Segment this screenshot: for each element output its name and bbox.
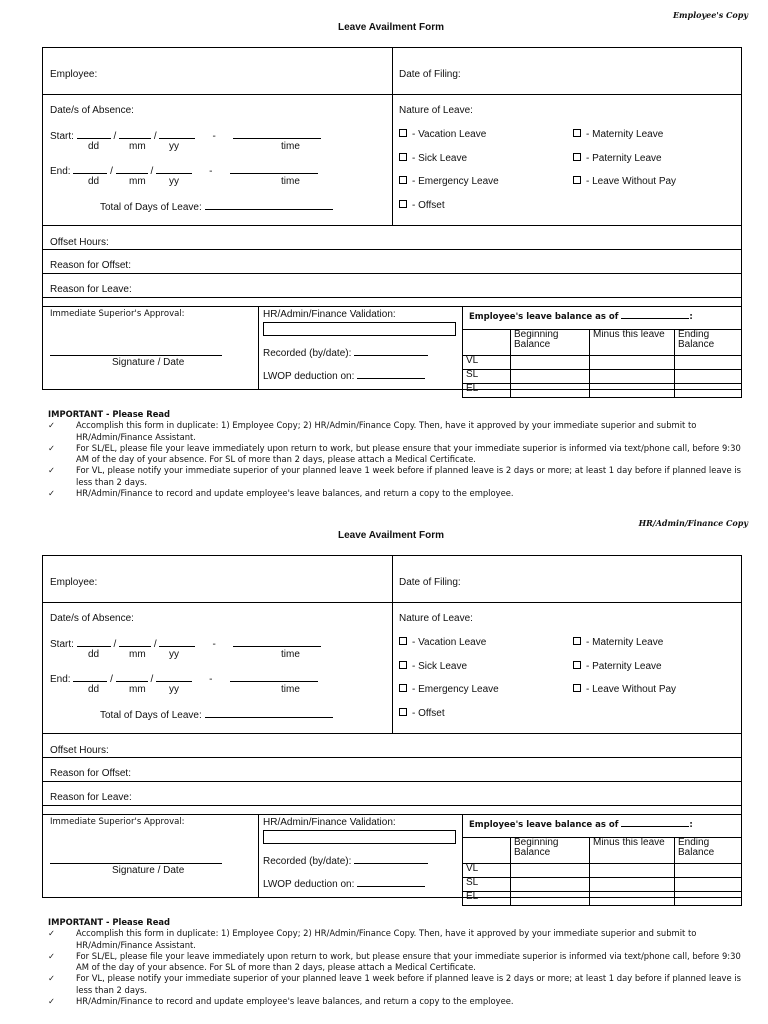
start-row[interactable]: Start: / / - xyxy=(50,129,321,142)
total-days-field[interactable]: Total of Days of Leave: xyxy=(100,708,333,721)
signature-date-label: Signature / Date xyxy=(112,865,185,876)
lwop-field[interactable]: LWOP deduction on: xyxy=(263,369,425,382)
checkbox-icon xyxy=(573,176,581,184)
leave-option-lwop[interactable]: - Leave Without Pay xyxy=(573,684,676,695)
note-item: ✓ For SL/EL, please file your leave immediately upon return to work, but please ensure that your immediate superior is informed via text/phone call, before 9:30 AM of the day of your absence. For SL of more than 2 days, please attach a Medical Certificate. xyxy=(48,442,741,465)
leave-option-paternity[interactable]: - Paternity Leave xyxy=(573,661,662,672)
checkbox-icon xyxy=(399,129,407,137)
checkmark-icon: ✓ xyxy=(48,488,56,499)
balance-header-minus: Minus this leave xyxy=(590,838,675,864)
balance-row-label: EL xyxy=(463,892,511,906)
recorded-field[interactable]: Recorded (by/date): xyxy=(263,854,428,867)
total-days-field[interactable]: Total of Days of Leave: xyxy=(100,200,333,213)
balance-header-ending: Ending Balance xyxy=(675,838,742,864)
leave-option-maternity[interactable]: - Maternity Leave xyxy=(573,637,663,648)
leave-balance-table xyxy=(462,837,742,906)
signature-line[interactable] xyxy=(50,863,222,864)
note-item: ✓ HR/Admin/Finance to record and update employee's leave balances, and return a copy to the employee. xyxy=(48,996,514,1007)
signature-date-label: Signature / Date xyxy=(112,357,185,368)
note-item: ✓ For SL/EL, please file your leave immediately upon return to work, but please ensure that your immediate superior is informed via text/phone call, before 9:30 AM of the day of your absence. For SL of more than 2 days, please attach a Medical Certificate. xyxy=(48,950,741,973)
balance-header-minus: Minus this leave xyxy=(590,330,675,356)
employee-label: Employee: xyxy=(50,69,98,80)
lwop-field[interactable]: LWOP deduction on: xyxy=(263,877,425,890)
reason-offset-field[interactable]: Reason for Offset: xyxy=(50,768,131,779)
balance-header-beginning: Beginning Balance xyxy=(511,330,590,356)
checkmark-icon: ✓ xyxy=(48,928,56,939)
form-title: Leave Availment Form xyxy=(338,22,444,33)
checkbox-icon xyxy=(573,153,581,161)
checkmark-icon: ✓ xyxy=(48,996,56,1007)
checkmark-icon: ✓ xyxy=(48,973,56,984)
dates-of-absence-label: Date/s of Absence: xyxy=(50,105,134,116)
note-item: ✓ For VL, please notify your immediate superior of your planned leave 1 week before if planned leave is 2 days or more; at least 1 day before if planned leave is less than 2 days. xyxy=(48,973,741,995)
note-item: ✓ Accomplish this form in duplicate: 1) Employee Copy; 2) HR/Admin/Finance Copy. Then, have it approved by your immediate superior and submit to HR/Admin/Finance Assistant. xyxy=(48,420,697,442)
checkbox-icon xyxy=(573,637,581,645)
checkbox-icon xyxy=(573,129,581,137)
note-item: ✓ HR/Admin/Finance to record and update employee's leave balances, and return a copy to the employee. xyxy=(48,488,514,499)
leave-option-sick[interactable]: - Sick Leave xyxy=(399,661,467,672)
important-notes xyxy=(48,409,748,499)
checkbox-icon xyxy=(399,708,407,716)
leave-option-sick[interactable]: - Sick Leave xyxy=(399,153,467,164)
copy-label: Employee's Copy xyxy=(672,10,748,20)
checkbox-icon xyxy=(399,637,407,645)
balance-row-label: EL xyxy=(463,384,511,398)
leave-option-vacation[interactable]: - Vacation Leave xyxy=(399,129,486,140)
hr-validation-label: HR/Admin/Finance Validation: xyxy=(263,309,396,320)
leave-balance-label: Employee's leave balance as of : xyxy=(469,817,693,830)
checkmark-icon: ✓ xyxy=(48,950,56,961)
date-of-filing-label: Date of Filing: xyxy=(399,577,461,588)
important-heading: IMPORTANT - Please Read xyxy=(48,409,171,419)
form-frame: Employee: Date of Filing: Date/s of Absence: Start: / / - dd mm yy time End: / / - dd mm yy time Total of Days of Leave: Nature of Leave: - Vacation Leave - Sick Leave - Emergency Leave - Offset - Maternity Leave - Paternity Leave - Leave Without Pay Offset Hours: Reason for Offset: Reason for Leave: Immediate Superior's Approval: Signature / Date HR/Admin/Finance Validation: Recorded (by/date): LWOP deduction on: Employee's leave balance as of : Beginning Balance Minus this leave Ending Balance VL SL EL xyxy=(42,47,742,390)
checkbox-icon xyxy=(399,153,407,161)
dates-of-absence-label: Date/s of Absence: xyxy=(50,613,134,624)
important-notes xyxy=(48,917,748,1007)
end-row[interactable]: End: / / - xyxy=(50,164,318,177)
leave-option-vacation[interactable]: - Vacation Leave xyxy=(399,637,486,648)
form-frame: Employee: Date of Filing: Date/s of Absence: Start: / / - dd mm yy time End: / / - dd mm yy time Total of Days of Leave: Nature of Leave: - Vacation Leave - Sick Leave - Emergency Leave - Offset - Maternity Leave - Paternity Leave - Leave Without Pay Offset Hours: Reason for Offset: Reason for Leave: Immediate Superior's Approval: Signature / Date HR/Admin/Finance Validation: Recorded (by/date): LWOP deduction on: Employee's leave balance as of : Beginning Balance Minus this leave Ending Balance VL SL EL xyxy=(42,555,742,898)
leave-option-offset[interactable]: - Offset xyxy=(399,200,445,211)
note-item: ✓ Accomplish this form in duplicate: 1) Employee Copy; 2) HR/Admin/Finance Copy. Then, have it approved by your immediate superior and submit to HR/Admin/Finance Assistant. xyxy=(48,928,697,950)
leave-balance-table xyxy=(462,329,742,398)
checkbox-icon xyxy=(399,684,407,692)
leave-option-lwop[interactable]: - Leave Without Pay xyxy=(573,176,676,187)
recorded-field[interactable]: Recorded (by/date): xyxy=(263,346,428,359)
checkbox-icon xyxy=(573,684,581,692)
start-row[interactable]: Start: / / - xyxy=(50,637,321,650)
leave-option-maternity[interactable]: - Maternity Leave xyxy=(573,129,663,140)
checkmark-icon: ✓ xyxy=(48,465,56,476)
balance-row-label: SL xyxy=(463,878,511,892)
note-item: ✓ For VL, please notify your immediate superior of your planned leave 1 week before if planned leave is 2 days or more; at least 1 day before if planned leave is less than 2 days. xyxy=(48,465,741,487)
leave-balance-label: Employee's leave balance as of : xyxy=(469,309,693,322)
balance-row-label: VL xyxy=(463,864,511,878)
balance-header-ending: Ending Balance xyxy=(675,330,742,356)
balance-row-label: VL xyxy=(463,356,511,370)
reason-leave-field[interactable]: Reason for Leave: xyxy=(50,284,132,295)
offset-hours-field[interactable]: Offset Hours: xyxy=(50,237,109,248)
leave-option-offset[interactable]: - Offset xyxy=(399,708,445,719)
nature-of-leave-label: Nature of Leave: xyxy=(399,613,473,624)
employee-label: Employee: xyxy=(50,577,98,588)
leave-option-emergency[interactable]: - Emergency Leave xyxy=(399,176,499,187)
hr-validation-box[interactable] xyxy=(263,322,456,336)
reason-leave-field[interactable]: Reason for Leave: xyxy=(50,792,132,803)
checkbox-icon xyxy=(399,200,407,208)
superior-approval-label: Immediate Superior's Approval: xyxy=(50,817,185,827)
checkmark-icon: ✓ xyxy=(48,420,56,431)
superior-approval-label: Immediate Superior's Approval: xyxy=(50,309,185,319)
reason-offset-field[interactable]: Reason for Offset: xyxy=(50,260,131,271)
leave-option-paternity[interactable]: - Paternity Leave xyxy=(573,153,662,164)
nature-of-leave-label: Nature of Leave: xyxy=(399,105,473,116)
leave-option-emergency[interactable]: - Emergency Leave xyxy=(399,684,499,695)
checkbox-icon xyxy=(399,661,407,669)
end-row[interactable]: End: / / - xyxy=(50,672,318,685)
balance-header-beginning: Beginning Balance xyxy=(511,838,590,864)
offset-hours-field[interactable]: Offset Hours: xyxy=(50,745,109,756)
important-heading: IMPORTANT - Please Read xyxy=(48,917,171,927)
copy-label: HR/Admin/Finance Copy xyxy=(638,518,748,528)
hr-validation-label: HR/Admin/Finance Validation: xyxy=(263,817,396,828)
form-title: Leave Availment Form xyxy=(338,530,444,541)
checkmark-icon: ✓ xyxy=(48,442,56,453)
checkbox-icon xyxy=(573,661,581,669)
date-of-filing-label: Date of Filing: xyxy=(399,69,461,80)
balance-row-label: SL xyxy=(463,370,511,384)
hr-validation-box[interactable] xyxy=(263,830,456,844)
checkbox-icon xyxy=(399,176,407,184)
signature-line[interactable] xyxy=(50,355,222,356)
